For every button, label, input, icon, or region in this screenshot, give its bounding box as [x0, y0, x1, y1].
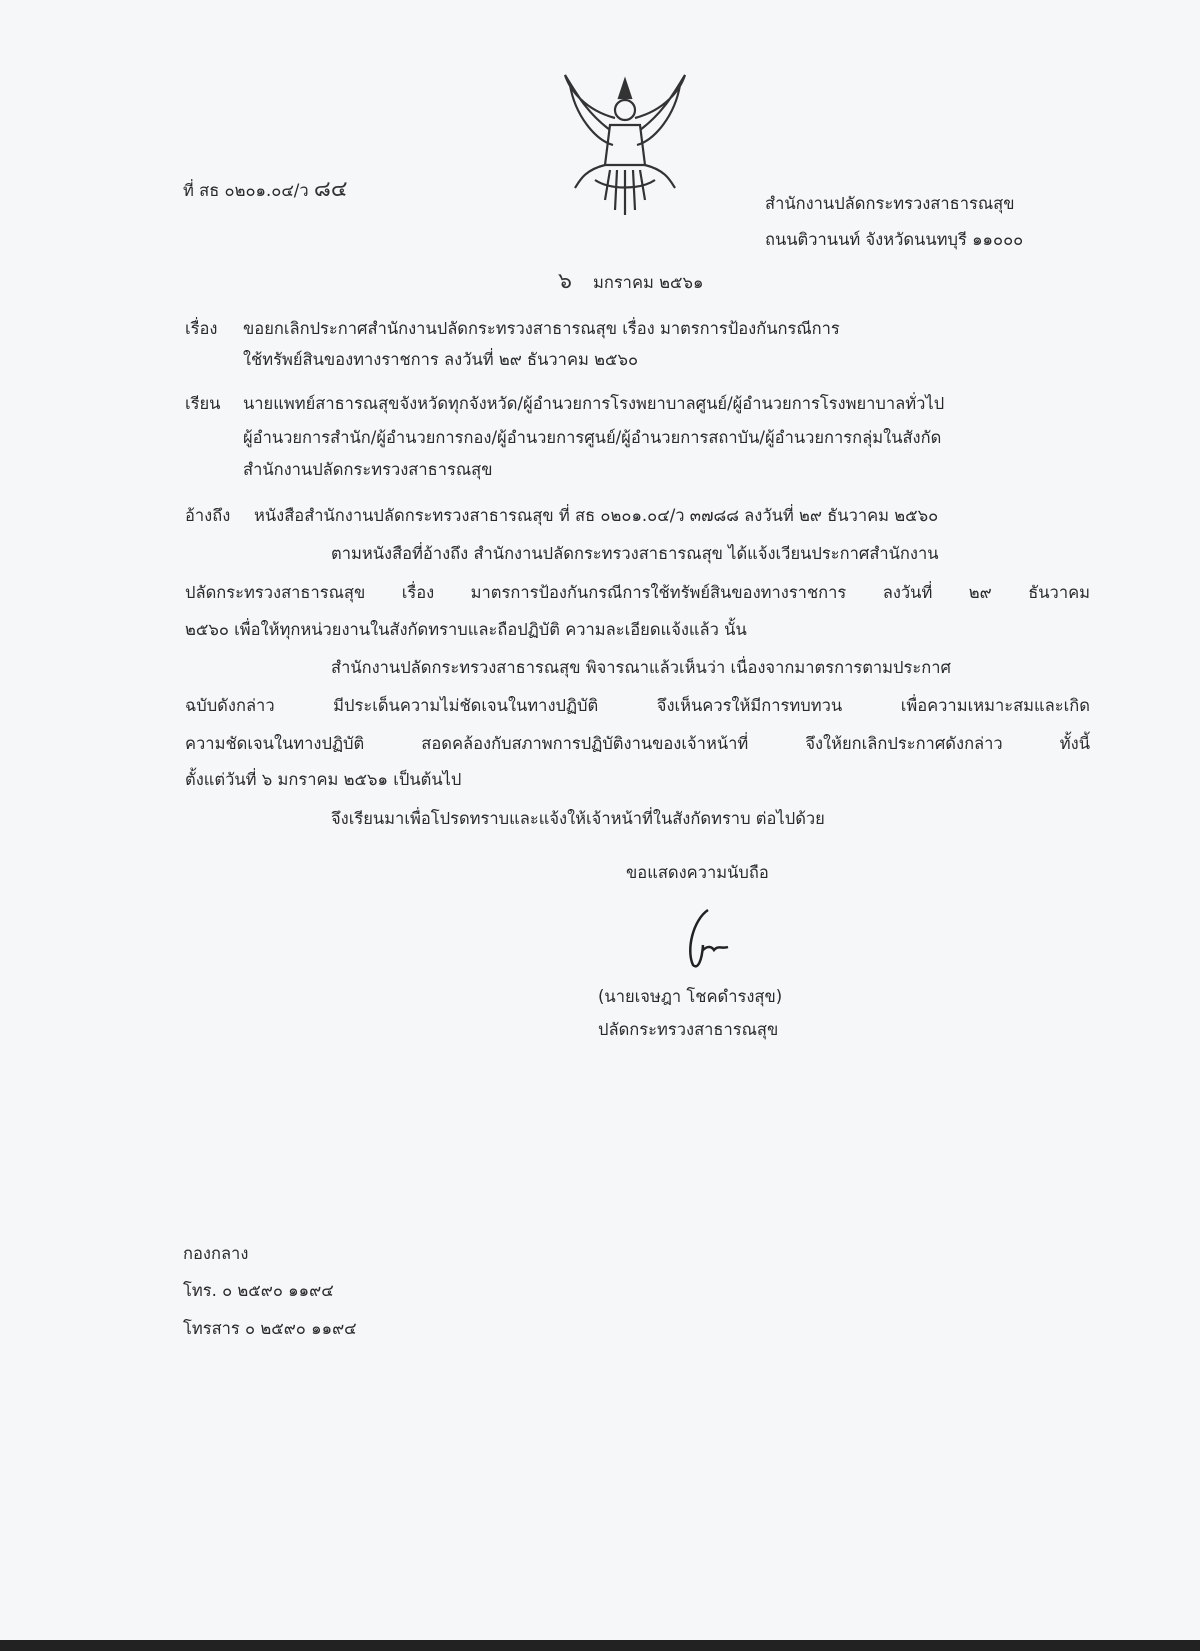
office-address: ถนนติวานนท์ จังหวัดนนทบุรี ๑๑๐๐๐ [765, 230, 1024, 249]
footer-phone: โทร. ๐ ๒๕๙๐ ๑๑๙๔ [183, 1281, 334, 1300]
to-line: สำนักงานปลัดกระทรวงสาธารณสุข [243, 460, 493, 479]
subject-line: ใช้ทรัพย์สินของทางราชการ ลงวันที่ ๒๙ ธันวาคม ๒๕๖๐ [243, 350, 639, 369]
paragraph1-line: ตามหนังสือที่อ้างถึง สำนักงานปลัดกระทรวงสาธารณสุข ได้แจ้งเวียนประกาศสำนักงาน [331, 544, 939, 563]
reference-number [183, 179, 348, 202]
subject-line: ขอยกเลิกประกาศสำนักงานปลัดกระทรวงสาธารณสุข เรื่อง มาตรการป้องกันกรณีการ [243, 319, 840, 338]
to-line: นายแพทย์สาธารณสุขจังหวัดทุกจังหวัด/ผู้อำนวยการโรงพยาบาลศูนย์/ผู้อำนวยการโรงพยาบาลทั่วไป [243, 394, 945, 413]
footer-department: กองกลาง [183, 1244, 249, 1263]
date-month-year: มกราคม ๒๕๖๑ [592, 273, 704, 292]
signatory-position: ปลัดกระทรวงสาธารณสุข [598, 1020, 779, 1039]
reference-text: หนังสือสำนักงานปลัดกระทรวงสาธารณสุข ที่ สธ ๐๒๐๑.๐๔/ว ๓๗๘๘ ลงวันที่ ๒๙ ธันวาคม ๒๕๖๐ [254, 506, 939, 525]
paragraph1-line: ปลัดกระทรวงสาธารณสุข เรื่อง มาตรการป้องกันกรณีการใช้ทรัพย์สินของทางราชการ ลงวันที่ ๒๙ ธันวาคม [185, 583, 1090, 602]
closing-line: จึงเรียนมาเพื่อโปรดทราบและแจ้งให้เจ้าหน้าที่ในสังกัดทราบ ต่อไปด้วย [331, 809, 825, 828]
reference-label: อ้างถึง [185, 506, 231, 525]
paragraph1-line: ๒๕๖๐ เพื่อให้ทุกหน่วยงานในสังกัดทราบและถือปฏิบัติ ความละเอียดแจ้งแล้ว นั้น [185, 620, 747, 639]
scan-bottom-edge [0, 1640, 1200, 1651]
paragraph2-line: สำนักงานปลัดกระทรวงสาธารณสุข พิจารณาแล้วเห็นว่า เนื่องจากมาตรการตามประกาศ [331, 658, 951, 677]
office-name: สำนักงานปลัดกระทรวงสาธารณสุข [765, 194, 1015, 213]
document-date [558, 271, 703, 294]
subject-label: เรื่อง [185, 319, 218, 338]
paragraph2-line: ตั้งแต่วันที่ ๖ มกราคม ๒๕๖๑ เป็นต้นไป [185, 770, 462, 789]
date-day-handwritten: ๖ [558, 269, 572, 294]
signatory-name: (นายเจษฎา โชคดำรงสุข) [598, 987, 783, 1006]
signature [678, 905, 748, 975]
paragraph2-line: ความชัดเจนในทางปฏิบัติ สอดคล้องกับสภาพการปฏิบัติงานของเจ้าหน้าที่ จึงให้ยกเลิกประกาศดังกล่าว ทั้งนี้ [185, 734, 1090, 753]
ref-no-handwritten: ๘๔ [313, 177, 348, 202]
footer-fax: โทรสาร ๐ ๒๕๙๐ ๑๑๙๔ [183, 1319, 357, 1338]
paragraph2-line: ฉบับดังกล่าว มีประเด็นความไม่ชัดเจนในทางปฏิบัติ จึงเห็นควรให้มีการทบทวน เพื่อความเหมาะสมและเกิด [185, 696, 1090, 715]
ref-no-text: ที่ สธ ๐๒๐๑.๐๔/ว [183, 181, 309, 200]
to-label: เรียน [185, 394, 221, 413]
garuda-emblem [555, 70, 695, 220]
salutation: ขอแสดงความนับถือ [626, 863, 769, 882]
to-line: ผู้อำนวยการสำนัก/ผู้อำนวยการกอง/ผู้อำนวยการศูนย์/ผู้อำนวยการสถาบัน/ผู้อำนวยการกลุ่มในสังกัด [243, 428, 942, 447]
